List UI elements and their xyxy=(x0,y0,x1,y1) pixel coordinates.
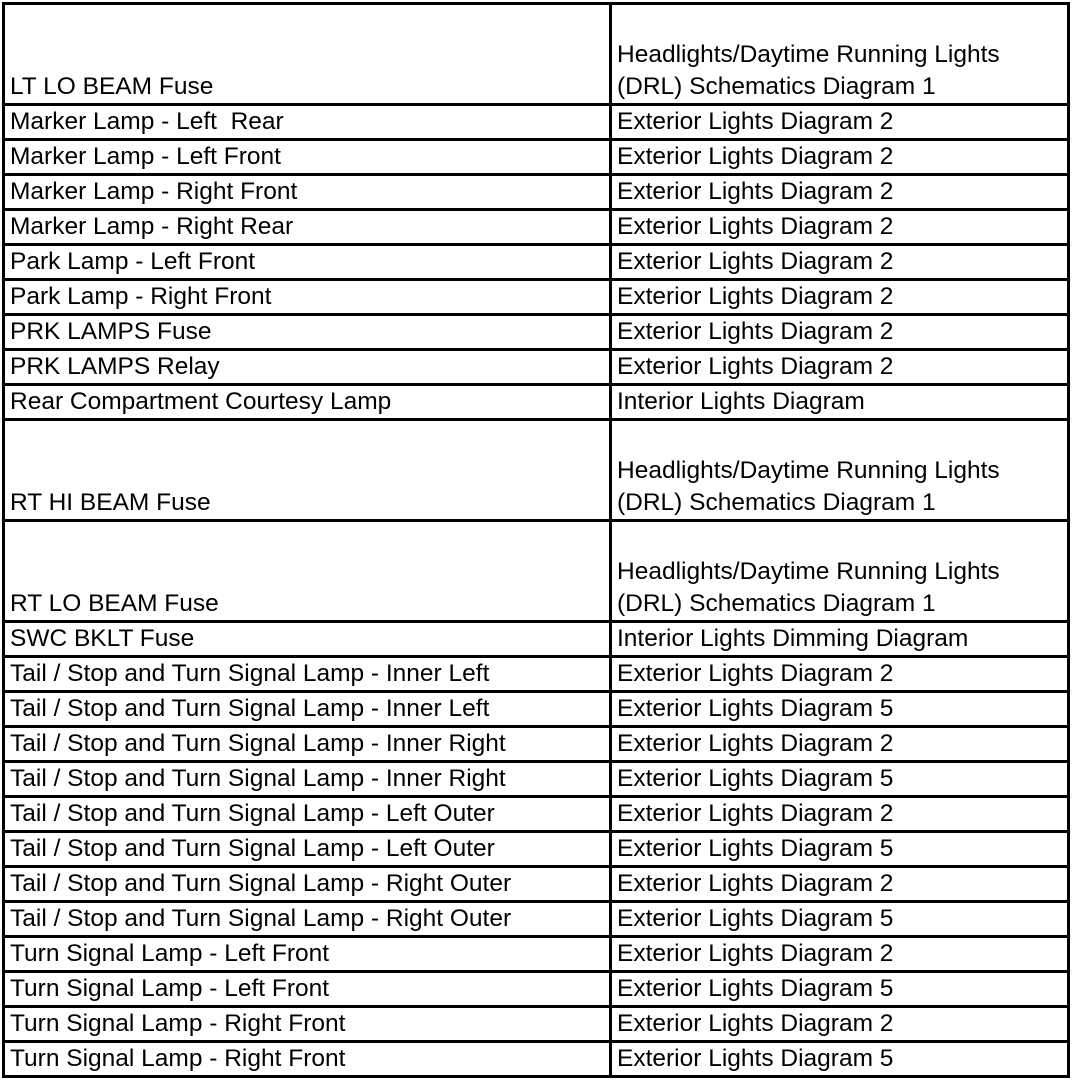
diagram-name-cell: Headlights/Daytime Running Lights (DRL) Schematics Diagram 1 xyxy=(611,420,1069,521)
table-row xyxy=(4,280,1069,315)
diagram-name-cell: Exterior Lights Diagram 2 xyxy=(611,350,1069,385)
component-name-cell: Tail / Stop and Turn Signal Lamp - Inner Left xyxy=(4,657,611,692)
diagram-name-cell: Exterior Lights Diagram 2 xyxy=(611,797,1069,832)
table-row xyxy=(4,4,1069,105)
table-row xyxy=(4,1042,1069,1077)
diagram-name-cell: Interior Lights Dimming Diagram xyxy=(611,622,1069,657)
component-name-cell: Tail / Stop and Turn Signal Lamp - Left Outer xyxy=(4,832,611,867)
diagram-name-cell: Exterior Lights Diagram 5 xyxy=(611,762,1069,797)
diagram-name-cell: Exterior Lights Diagram 2 xyxy=(611,280,1069,315)
table-row xyxy=(4,622,1069,657)
diagram-name-cell: Exterior Lights Diagram 2 xyxy=(611,210,1069,245)
table-row xyxy=(4,727,1069,762)
table-row xyxy=(4,1007,1069,1042)
component-name-cell: Turn Signal Lamp - Left Front xyxy=(4,972,611,1007)
diagram-name-cell: Exterior Lights Diagram 2 xyxy=(611,727,1069,762)
diagram-name-cell: Headlights/Daytime Running Lights (DRL) Schematics Diagram 1 xyxy=(611,4,1069,105)
diagram-name-cell: Interior Lights Diagram xyxy=(611,385,1069,420)
table-row xyxy=(4,315,1069,350)
diagram-name-cell: Exterior Lights Diagram 2 xyxy=(611,245,1069,280)
diagram-name-cell: Exterior Lights Diagram 5 xyxy=(611,832,1069,867)
diagram-name-cell: Exterior Lights Diagram 2 xyxy=(611,105,1069,140)
diagram-name-cell: Exterior Lights Diagram 2 xyxy=(611,1007,1069,1042)
table-row xyxy=(4,420,1069,521)
component-name-cell: Tail / Stop and Turn Signal Lamp - Inner Left xyxy=(4,692,611,727)
table-row xyxy=(4,797,1069,832)
table-row xyxy=(4,350,1069,385)
component-name-cell: Park Lamp - Left Front xyxy=(4,245,611,280)
diagram-name-cell: Exterior Lights Diagram 2 xyxy=(611,937,1069,972)
diagram-name-cell: Exterior Lights Diagram 5 xyxy=(611,1042,1069,1077)
table-row xyxy=(4,245,1069,280)
component-name-cell: Marker Lamp - Right Front xyxy=(4,175,611,210)
diagram-name-cell: Exterior Lights Diagram 5 xyxy=(611,972,1069,1007)
diagram-name-cell: Exterior Lights Diagram 2 xyxy=(611,657,1069,692)
component-name-cell: Turn Signal Lamp - Right Front xyxy=(4,1042,611,1077)
component-name-cell: Marker Lamp - Left Front xyxy=(4,140,611,175)
component-name-cell: Tail / Stop and Turn Signal Lamp - Right Outer xyxy=(4,867,611,902)
table-row xyxy=(4,521,1069,622)
component-name-cell: RT HI BEAM Fuse xyxy=(4,420,611,521)
component-name-cell: Tail / Stop and Turn Signal Lamp - Inner Right xyxy=(4,762,611,797)
table-row xyxy=(4,210,1069,245)
component-name-cell: Tail / Stop and Turn Signal Lamp - Inner Right xyxy=(4,727,611,762)
component-name-cell: PRK LAMPS Relay xyxy=(4,350,611,385)
table-row xyxy=(4,832,1069,867)
table-body xyxy=(4,4,1069,1077)
diagram-name-cell: Exterior Lights Diagram 2 xyxy=(611,867,1069,902)
diagram-name-cell: Exterior Lights Diagram 2 xyxy=(611,175,1069,210)
table-row xyxy=(4,175,1069,210)
component-name-cell: Turn Signal Lamp - Left Front xyxy=(4,937,611,972)
component-name-cell: Marker Lamp - Right Rear xyxy=(4,210,611,245)
component-diagram-table xyxy=(2,2,1070,1078)
diagram-name-cell: Headlights/Daytime Running Lights (DRL) Schematics Diagram 1 xyxy=(611,521,1069,622)
table-row xyxy=(4,657,1069,692)
table-row xyxy=(4,140,1069,175)
component-name-cell: RT LO BEAM Fuse xyxy=(4,521,611,622)
component-diagram-table-container xyxy=(2,2,1056,1078)
diagram-name-cell: Exterior Lights Diagram 5 xyxy=(611,692,1069,727)
component-name-cell: Park Lamp - Right Front xyxy=(4,280,611,315)
diagram-name-cell: Exterior Lights Diagram 5 xyxy=(611,902,1069,937)
component-name-cell: Rear Compartment Courtesy Lamp xyxy=(4,385,611,420)
table-row xyxy=(4,692,1069,727)
component-name-cell: SWC BKLT Fuse xyxy=(4,622,611,657)
diagram-name-cell: Exterior Lights Diagram 2 xyxy=(611,315,1069,350)
table-row xyxy=(4,762,1069,797)
table-row xyxy=(4,902,1069,937)
diagram-name-cell: Exterior Lights Diagram 2 xyxy=(611,140,1069,175)
table-row xyxy=(4,385,1069,420)
component-name-cell: Turn Signal Lamp - Right Front xyxy=(4,1007,611,1042)
component-name-cell: PRK LAMPS Fuse xyxy=(4,315,611,350)
table-row xyxy=(4,867,1069,902)
component-name-cell: Tail / Stop and Turn Signal Lamp - Right Outer xyxy=(4,902,611,937)
component-name-cell: LT LO BEAM Fuse xyxy=(4,4,611,105)
component-name-cell: Marker Lamp - Left Rear xyxy=(4,105,611,140)
component-name-cell: Tail / Stop and Turn Signal Lamp - Left Outer xyxy=(4,797,611,832)
table-row xyxy=(4,937,1069,972)
table-row xyxy=(4,105,1069,140)
table-row xyxy=(4,972,1069,1007)
